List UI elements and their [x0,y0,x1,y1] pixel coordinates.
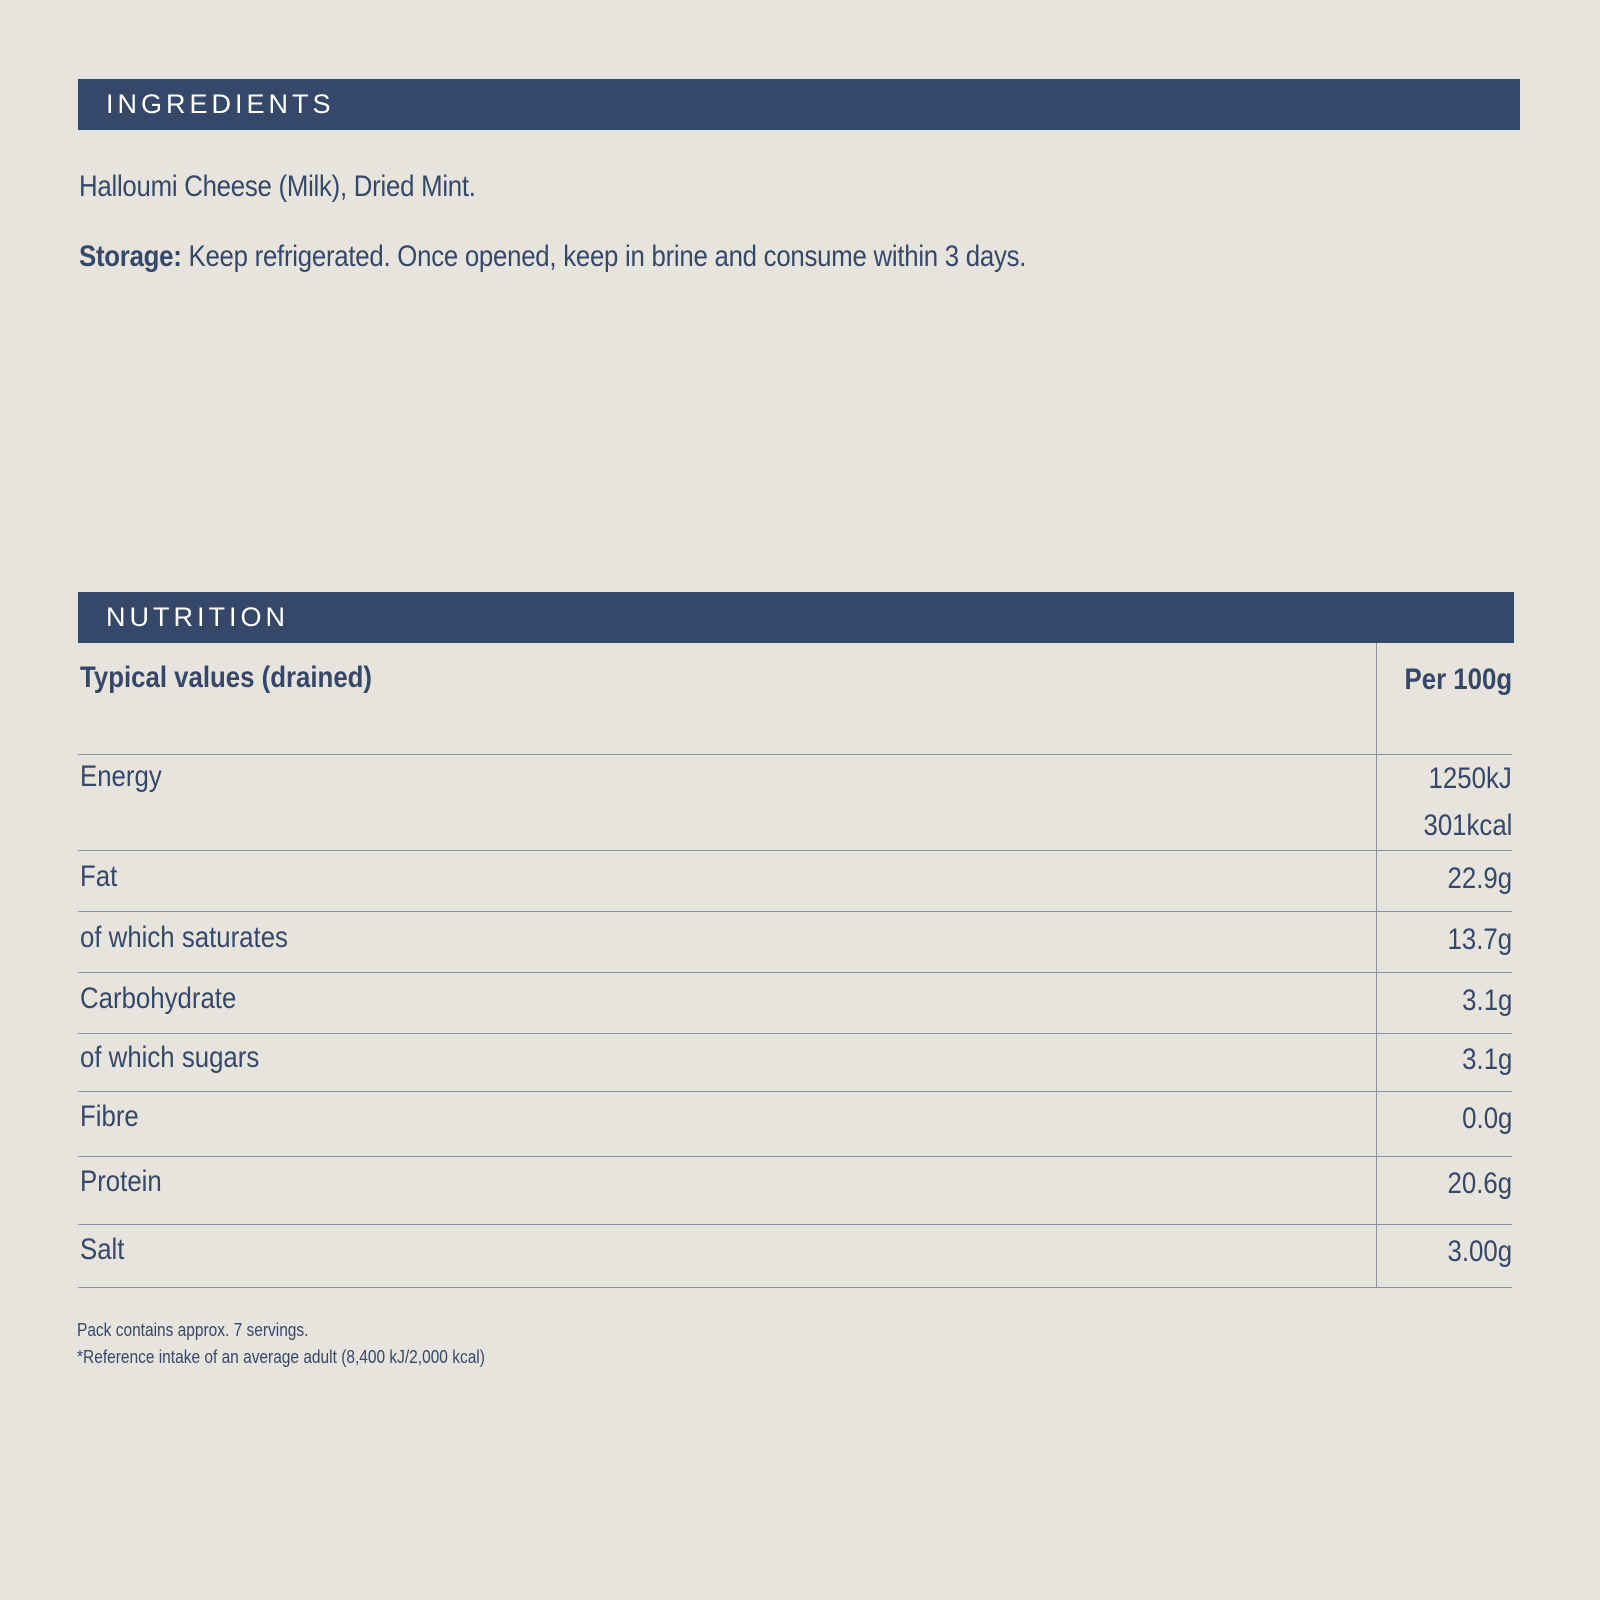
row-protein-value: 20.6g [1447,1167,1512,1200]
row-energy-label: Energy [80,760,162,793]
storage-instructions [79,240,1026,274]
row-saturates-value: 13.7g [1447,923,1512,956]
row-divider [78,1156,1512,1157]
table-header-value: Per 100g [1404,663,1512,696]
column-divider [1376,643,1377,1288]
row-carbohydrate-value: 3.1g [1461,984,1512,1017]
row-energy-kj: 1250kJ [1428,762,1512,795]
row-sugars-label: of which sugars [80,1041,260,1074]
row-divider [78,754,1512,755]
row-divider [78,972,1512,973]
row-carbohydrate-label: Carbohydrate [80,982,237,1015]
nutrition-heading: NUTRITION [78,592,1514,643]
storage-label: Storage: [79,240,182,273]
row-divider [78,1091,1512,1092]
row-salt-label: Salt [80,1233,125,1266]
row-saturates-label: of which saturates [80,921,288,954]
row-sugars-value: 3.1g [1461,1043,1512,1076]
ingredients-list: Halloumi Cheese (Milk), Dried Mint. [79,170,476,203]
row-divider [78,850,1512,851]
row-divider [78,1224,1512,1225]
row-fat-label: Fat [80,860,118,893]
table-header-label: Typical values (drained) [80,661,373,694]
storage-text: Keep refrigerated. Once opened, keep in brine and consume within 3 days. [181,240,1027,273]
ingredients-heading: INGREDIENTS [78,79,1520,130]
row-fat-value: 22.9g [1447,862,1512,895]
reference-intake-note: *Reference intake of an average adult (8,400 kJ/2,000 kcal) [77,1347,485,1367]
row-divider [78,1287,1512,1288]
row-salt-value: 3.00g [1447,1235,1512,1268]
servings-note: Pack contains approx. 7 servings. [77,1320,309,1340]
row-energy-kcal: 301kcal [1423,809,1512,842]
nutrition-table [78,643,1512,1288]
row-fibre-value: 0.0g [1461,1102,1512,1135]
row-divider [78,1033,1512,1034]
row-divider [78,911,1512,912]
row-fibre-label: Fibre [80,1100,139,1133]
row-protein-label: Protein [80,1165,162,1198]
